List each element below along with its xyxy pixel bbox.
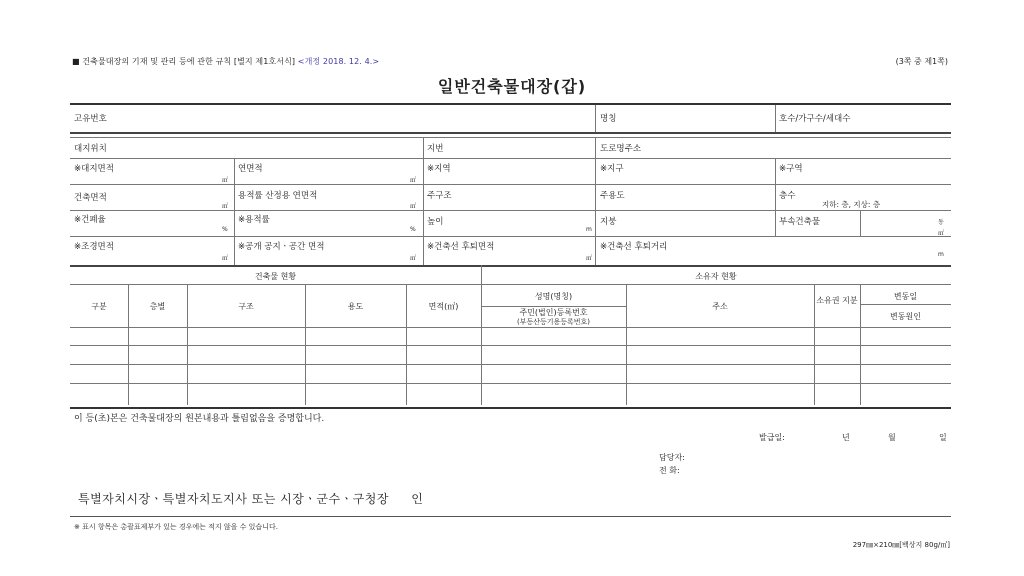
contact-person: 담당자: <box>659 453 685 462</box>
setback-area-unit: ㎡ <box>586 255 593 262</box>
signature-line <box>78 490 423 507</box>
seal-mark: 인 <box>411 492 424 506</box>
issue-day: 일 <box>939 433 947 442</box>
main-use-label: 주용도 <box>600 191 625 201</box>
road-address-label: 도로명주소 <box>600 144 642 154</box>
floor-area-ratio-unit: % <box>410 226 416 233</box>
coverage-ratio-label: ※건폐율 <box>74 215 106 225</box>
col-division: 구분 <box>91 302 107 311</box>
issue-year: 년 <box>842 433 850 442</box>
col-change-cause: 변동원인 <box>890 312 921 321</box>
unique-no-label: 고유번호 <box>74 114 107 124</box>
far-floor-area-unit: ㎡ <box>410 203 417 210</box>
floors-label: 층수 <box>779 191 796 201</box>
footnote: ※ 표시 항목은 총괄표제부가 있는 경우에는 적지 않을 수 있습니다. <box>74 523 278 531</box>
col-area: 면적(㎡) <box>428 302 459 311</box>
register-form <box>70 103 951 409</box>
page-info: (3쪽 중 제1쪽) <box>895 57 948 66</box>
col-change-date: 변동일 <box>893 292 918 301</box>
page-title: 일반건축물대장(갑) <box>437 77 587 96</box>
public-space-area-label: ※공개 공지ㆍ공간 면적 <box>238 242 325 252</box>
site-location-label: 대지위치 <box>74 144 107 154</box>
footer-divider <box>70 516 951 517</box>
setback-distance-unit: m <box>938 251 944 258</box>
coverage-ratio-unit: % <box>222 226 228 233</box>
col-reg-no: 주민(법인)등록번호 <box>519 308 588 317</box>
landscape-area-label: ※조경면적 <box>74 242 114 252</box>
col-reg-no-sub: (부동산등기용등록번호) <box>516 318 591 326</box>
total-floor-area-unit: ㎡ <box>410 177 417 184</box>
area-label: ※구역 <box>779 164 803 174</box>
issue-date-label: 발급일: <box>759 433 785 442</box>
building-area-unit: ㎡ <box>222 203 229 210</box>
paper-spec: 297㎜×210㎜[백상지 80g/㎡] <box>852 541 950 549</box>
site-area-unit: ㎡ <box>222 177 229 184</box>
main-structure-label: 주구조 <box>427 191 452 201</box>
regulation-header <box>72 56 379 67</box>
height-label: 높이 <box>427 217 444 227</box>
annex-unit: 동 <box>938 219 944 226</box>
revision-text: <개정 2018. 12. 4.> <box>297 57 380 66</box>
certification-text: 이 등(초)본은 건축물대장의 원본내용과 틀림없음을 증명합니다. <box>74 414 325 424</box>
zone-label: ※지역 <box>427 164 451 174</box>
district-label: ※지구 <box>600 164 624 174</box>
floor-area-ratio-label: ※용적률 <box>238 215 270 225</box>
col-use: 용도 <box>347 302 364 311</box>
name-label: 명칭 <box>600 114 617 124</box>
annex-building-label: 부속건축물 <box>779 217 821 227</box>
col-floor: 층별 <box>149 302 166 311</box>
total-floor-area-label: 연면적 <box>238 164 263 174</box>
public-space-area-unit: ㎡ <box>410 255 417 262</box>
far-floor-area-label: 용적률 산정용 연면적 <box>238 191 318 201</box>
col-address: 주소 <box>712 302 728 311</box>
building-area-label: 건축면적 <box>74 193 107 203</box>
owner-status-title: 소유자 현황 <box>695 272 737 281</box>
setback-area-label: ※건축선 후퇴면적 <box>427 242 495 252</box>
site-area-label: ※대지면적 <box>74 164 114 174</box>
roof-label: 지붕 <box>600 217 617 227</box>
floors-detail: 지하: 층, 지상: 층 <box>822 200 881 209</box>
issuing-authority: 특별자치시장ㆍ특별자치도지사 또는 시장ㆍ군수ㆍ구청장 <box>78 492 389 506</box>
setback-distance-label: ※건축선 후퇴거리 <box>600 242 668 252</box>
regulation-text: ■ 건축물대장의 기재 및 관리 등에 관한 규칙 [별지 제1호서식] <box>72 57 296 66</box>
contact-phone: 전 화: <box>659 466 680 475</box>
issue-month: 월 <box>888 433 896 442</box>
col-share: 소유권 지분 <box>816 296 858 305</box>
col-owner-name: 성명(명칭) <box>534 292 573 301</box>
height-unit: m <box>586 226 592 233</box>
landscape-area-unit: ㎡ <box>222 255 229 262</box>
building-status-title: 건축물 현황 <box>254 272 297 281</box>
col-structure: 구조 <box>238 302 254 311</box>
lot-no-label: 지번 <box>427 144 444 154</box>
annex-area-unit: ㎡ <box>938 230 945 237</box>
unit-household-label: 호수/가구수/세대수 <box>779 114 851 124</box>
